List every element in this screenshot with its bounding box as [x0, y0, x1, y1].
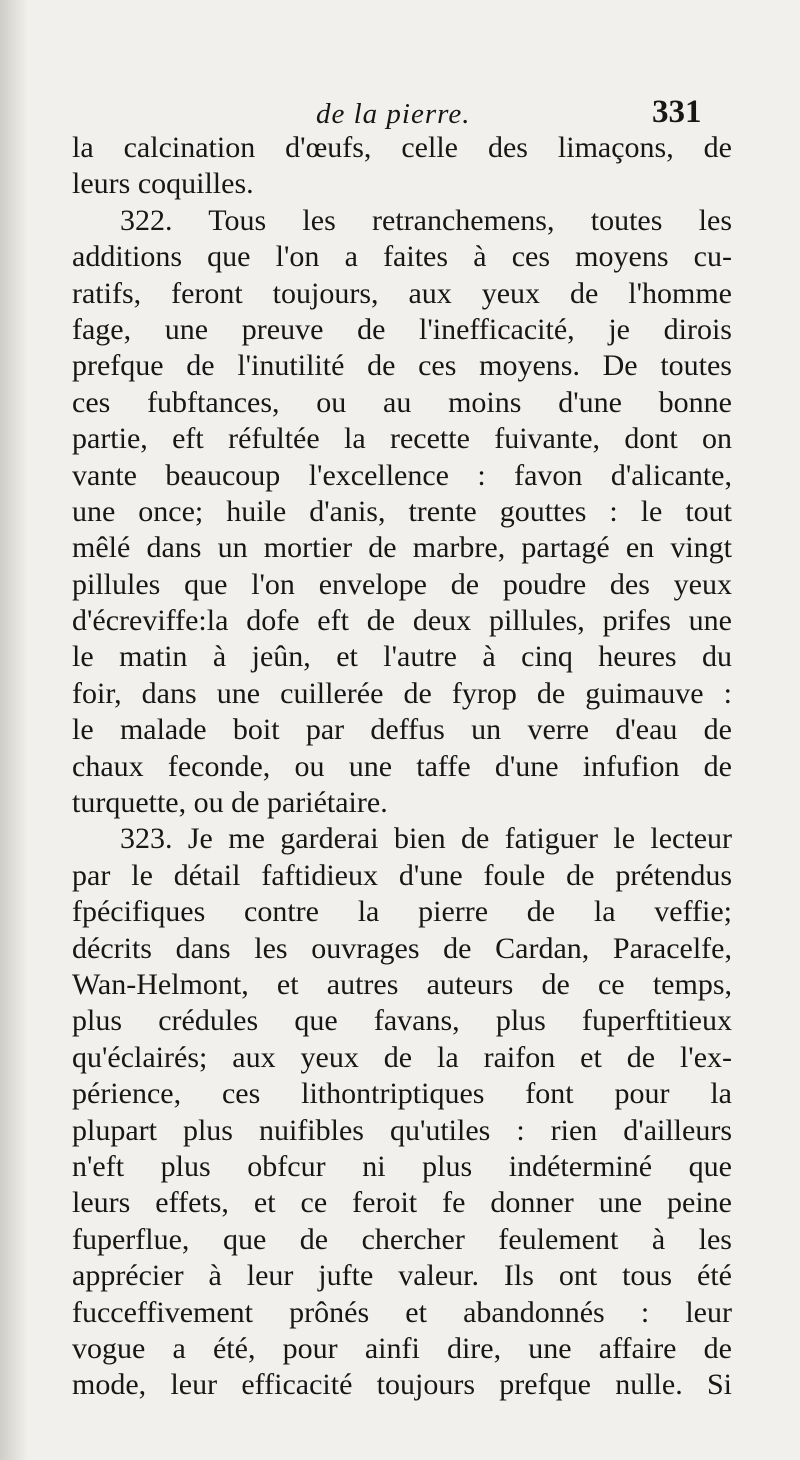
- text-line: décrits dans les ouvrages de Cardan, Paracelfe,: [72, 931, 732, 965]
- running-head: de la pierre.: [316, 98, 471, 130]
- text-line: Wan-Helmont, et autres auteurs de ce temps,: [72, 967, 732, 1001]
- text-line: le matin à jeûn, et l'autre à cinq heures du: [72, 640, 732, 674]
- text-line: mêlé dans un mortier de marbre, partagé en vingt: [72, 531, 732, 565]
- text-line: leurs effets, et ce feroit fe donner une peine: [72, 1186, 732, 1220]
- text-line: fucceffivement prônés et abandonnés : leur: [72, 1295, 732, 1329]
- text-line: foir, dans une cuillerée de fyrop de guimauve :: [72, 676, 732, 710]
- text-line: vogue a été, pour ainfi dire, une affaire de: [72, 1331, 732, 1365]
- text-line: n'eft plus obfcur ni plus indéterminé que: [72, 1149, 732, 1183]
- text-line: fage, une preuve de l'inefficacité, je dirois: [72, 312, 732, 346]
- text-line: pillules que l'on envelope de poudre des yeux: [72, 567, 732, 601]
- text-line: apprécier à leur jufte valeur. Ils ont tous été: [72, 1259, 732, 1293]
- text-line: ratifs, feront toujours, aux yeux de l'homme: [72, 276, 732, 310]
- text-line: une once; huile d'anis, trente gouttes : le tout: [72, 494, 732, 528]
- page-number: 331: [652, 94, 702, 130]
- text-line: 322. Tous les retranchemens, toutes les: [120, 203, 732, 237]
- text-line: fuperflue, que de chercher feulement à les: [72, 1222, 732, 1256]
- text-line: chaux feconde, ou une taffe d'une infufion de: [72, 749, 732, 783]
- text-line: prefque de l'inutilité de ces moyens. De toutes: [72, 349, 732, 383]
- text-line: partie, eft réfultée la recette fuivante, dont on: [72, 422, 732, 456]
- text-line: turquette, ou de pariétaire.: [72, 786, 388, 820]
- text-line: 323. Je me garderai bien de fatiguer le lecteur: [120, 822, 732, 856]
- text-line: d'écreviffe:la dofe eft de deux pillules, prifes une: [72, 604, 732, 638]
- text-line: vante beaucoup l'excellence : favon d'alicante,: [72, 458, 732, 492]
- text-line: qu'éclairés; aux yeux de la raifon et de l'ex-: [72, 1040, 732, 1074]
- text-line: fpécifiques contre la pierre de la veffie;: [72, 895, 732, 929]
- text-line: leurs coquilles.: [72, 167, 254, 201]
- text-line: par le détail faftidieux d'une foule de prétendus: [72, 858, 732, 892]
- body-text: [72, 130, 732, 1404]
- text-line: la calcination d'œufs, celle des limaçons, de: [72, 131, 732, 164]
- text-line: additions que l'on a faites à ces moyens cu-: [72, 240, 732, 274]
- text-line: plupart plus nuifibles qu'utiles : rien d'ailleurs: [72, 1113, 732, 1147]
- text-line: mode, leur efficacité toujours prefque nulle. Si: [72, 1368, 732, 1402]
- text-line: ces fubftances, ou au moins d'une bonne: [72, 385, 732, 419]
- text-line: le malade boit par deffus un verre d'eau de: [72, 713, 732, 747]
- page-binding-shadow: [0, 0, 28, 1460]
- text-line: périence, ces lithontriptiques font pour la: [72, 1077, 732, 1111]
- text-line: plus crédules que favans, plus fuperftitieux: [72, 1004, 732, 1038]
